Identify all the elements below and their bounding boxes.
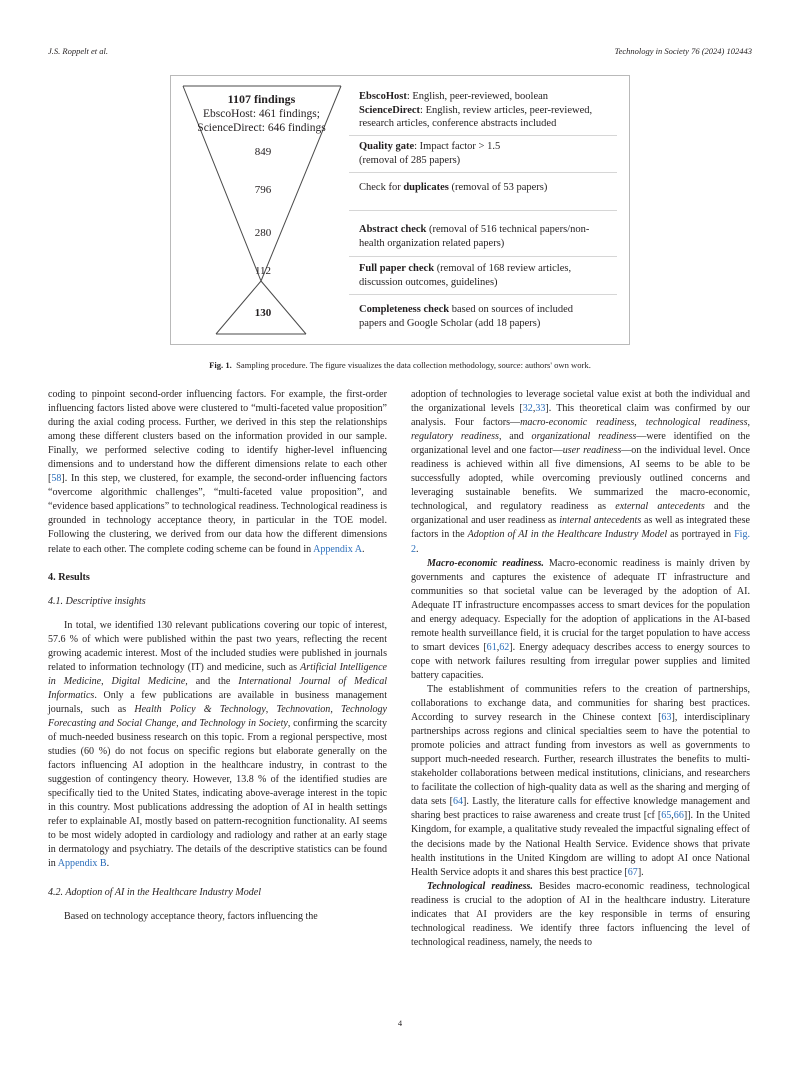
step-text: (removal of 168 review articles,	[434, 263, 572, 274]
citation-link[interactable]: 65	[661, 810, 672, 822]
citation-link[interactable]: 64	[452, 796, 464, 808]
step-text: : Impact factor > 1.5	[414, 141, 501, 152]
paragraph: adoption of technologies to leverage societal value exist at both the individual and the organizational levels [32,33]. This theoretical claim was confirmed by our analysis. Four factors—macro-economic readiness, technological readiness, regulatory readiness, and organizational readiness—were identified on the organizational level and one factor—user readiness—on the individual level. Once readiness is achieved within all five dimensions, AI seems to be able to be successfully adopted, while overcoming previously outlined concerns and leveraging sustainable benefits. We summarized the macro-economic, technological, and regulatory readiness as external antecedents and the organizational and user readiness as internal antecedents as well as integrated these factors in the Adoption of AI in the Healthcare Industry Model as portrayed in Fig. 2.	[411, 389, 751, 555]
figure-label: Fig. 1.	[209, 360, 232, 370]
total-findings: 1107 findings	[227, 92, 296, 106]
running-header-journal: Technology in Society 76 (2024) 102443	[614, 46, 752, 56]
step-label: Quality gate	[359, 141, 415, 152]
subsection-heading-adoption-model: 4.2. Adoption of AI in the Healthcare Industry Model	[48, 886, 262, 898]
paragraph-heading: Technological readiness.	[427, 880, 533, 892]
paragraph: In total, we identified 130 relevant publications covering our topic of interest, 57.6 % of which were published within the past two years, reflecting the recent growing academic interest. Most of the included studies were published in journals related to information technology (IT) and medicine, such as Artificial Intelligence in Medicine, Digital Medicine, and the International Journal of Medical Informatics. Only a few publications are available in business management journals, such as Health Policy & Technology, Technovation, Technology Forecasting and Social Change, and Technology in Society, confirming the scarcity of much-needed business research on this topic. From a regional perspective, most studies (60 %) do not focus on specific regions but elaborate generally on the factors influencing AI adoption in the healthcare industry, in contrast to the suggestion of contingency theory. However, 13.8 % of the identified studies are specifically tied to the United States, indicating above-average interest in the topic in this country. Most publications addressing the adoption of AI in health settings refer to explainable AI, mostly based on pattern-recognition functionality. AI seems to be most widely adopted in cardiology and radiology and rather at an early stage in dermatology and psychiatry. The details of the descriptive statistics can be found in Appendix B.	[48, 619, 388, 870]
step-quality-gate	[359, 140, 623, 167]
count-after-duplicates: 796	[254, 184, 272, 196]
paragraph: coding to pinpoint second-order influencing factors. For example, the first-order influencing factors listed above were clustered to “multi-faceted value proposition” during the axial coding process. Further, we derived in this step the relationships among these different clusters based on the information provided in our sample. Finally, we performed selective coding to identify higher-level influencing dimensions and to understand how the different dimensions relate to each other [58]. In this step, we clustered, for example, the second-order influencing factors “overcome algorithmic challenges”, “multi-faceted value proposition”, and “evidence based applications” to technological readiness. Technological readiness is grounded in technology acceptance theory, in particular in the TOE model. Following the clustering, we derived from our data how the different dimensions relate to each other. The complete coding scheme can be found in Appendix A.	[48, 389, 387, 555]
step-duplicates	[359, 181, 623, 195]
step-text: (removal of 53 papers)	[448, 182, 548, 193]
appendix-a-link[interactable]: Appendix A	[313, 543, 362, 555]
step-label: EbscoHost	[359, 91, 407, 102]
paragraph: Based on technology acceptance theory, factors influencing the	[64, 910, 318, 922]
step-text: : English, review articles, peer-reviewed,	[420, 104, 593, 116]
ebscohost-findings: EbscoHost: 461 findings;	[203, 107, 320, 120]
paragraph: Technological readiness. Besides macro-economic readiness, technological readiness is crucial to the adoption of AI in the healthcare industry. Literature indicates that AI providers are the key responsible in terms of ensuring technological readiness. We identify three factors influencing the level of technological readiness, namely, the needs to	[411, 880, 750, 948]
step-text: based on sources of included	[449, 304, 574, 315]
right-column	[411, 388, 750, 950]
citation-link[interactable]: 62	[499, 641, 510, 653]
step-text: Check for	[359, 182, 404, 193]
step-divider	[349, 135, 617, 136]
citation-link[interactable]: 58	[51, 473, 62, 485]
paragraph: The establishment of communities refers to the creation of partnerships, collaborations to exchange data, and communities for sharing best practices. According to survey research in the Chinese context [63], interdisciplinary partnerships across regions and clinical specialties seem to have the potential to promote policies and attract funding from investors as well as governments to support much-needed research. Further, research illustrates the benefits to multi-stakeholder collaborations between medical institutions, clinicians, and researchers to facilitate the collection of high-quality data as well as the sharing and merging of data sets [64]. Lastly, the literature calls for effective knowledge management and sharing best practices to raise awareness and create trust [cf [65,66]]. In the United Kingdom, for example, a qualitative study revealed the impactful signaling effect of the decisions made by the National Health Service. Evidence shows that private health institutions in the United Kingdom are willing to adopt AI once National Health Service adopts it and shares this best practice [67].	[411, 683, 750, 878]
step-text: discussion outcomes, guidelines)	[359, 276, 498, 288]
step-divider	[349, 256, 617, 257]
citation-link[interactable]: 61	[486, 641, 497, 653]
step-label: Completeness check	[359, 304, 450, 315]
step-text: research articles, conference abstracts included	[359, 118, 557, 129]
citation-link[interactable]: 67	[627, 866, 638, 878]
running-header-authors: J.S. Roppelt et al.	[48, 46, 108, 56]
left-column	[48, 388, 387, 924]
page-number: 4	[397, 1018, 403, 1028]
fig-2-link[interactable]: Fig. 2	[411, 529, 750, 555]
step-full-paper-check	[359, 262, 623, 289]
step-text: : English, peer-reviewed, boolean	[406, 91, 549, 102]
step-label: ScienceDirect	[359, 104, 421, 116]
step-completeness-check	[359, 303, 623, 330]
step-text: papers and Google Scholar (add 18 papers)	[359, 317, 541, 329]
step-abstract-check	[359, 223, 623, 250]
section-heading-results: 4. Results	[48, 571, 90, 583]
count-after-quality-gate: 849	[254, 146, 272, 158]
funnel-top-label	[179, 92, 344, 136]
figure-caption	[48, 360, 752, 370]
subsection-heading-descriptive: 4.1. Descriptive insights	[48, 595, 146, 607]
sciencedirect-findings: ScienceDirect: 646 findings	[197, 122, 326, 134]
step-text: (removal of 516 technical papers/non-	[426, 224, 590, 235]
paragraph: Macro-economic readiness. Macro-economic readiness is mainly driven by governments and captures the existence of adequate IT infrastructure and communities so that societal value can be leveraged by the adoption of AI. Adequate IT infrastructure encompasses access to smart devices for the population and energy adequacy. Especially for the adoption of applications in the AI-based remote health surveillance field, it is crucial for the target population to have access to smart devices [61,62]. Energy adequacy describes access to energy sources to cope with network failures resulting from irregular power supplies and limited battery capacities.	[411, 557, 750, 681]
step-label: Full paper check	[359, 263, 435, 274]
step-text: (removal of 285 papers)	[359, 154, 461, 166]
citation-link[interactable]: 66	[673, 810, 684, 822]
citation-link[interactable]: 63	[661, 712, 672, 724]
step-divider	[349, 210, 617, 211]
step-divider	[349, 294, 617, 295]
step-label: Abstract check	[359, 224, 427, 235]
step-database-search	[359, 90, 623, 131]
step-divider	[349, 172, 617, 173]
count-after-abstract-check: 280	[254, 227, 272, 239]
step-text: health organization related papers)	[359, 237, 505, 249]
step-label: duplicates	[403, 182, 449, 193]
appendix-b-link[interactable]: Appendix B	[57, 858, 107, 870]
count-final: 130	[254, 307, 272, 319]
citation-link[interactable]: 32	[522, 403, 533, 415]
figure-sampling-procedure	[170, 75, 630, 345]
paragraph-heading: Macro-economic readiness.	[427, 557, 544, 569]
citation-link[interactable]: 33	[535, 403, 546, 415]
caption-text: Sampling procedure. The figure visualizes the data collection methodology, source: authors' own work.	[236, 360, 591, 370]
count-after-full-paper-check: 112	[254, 265, 272, 277]
